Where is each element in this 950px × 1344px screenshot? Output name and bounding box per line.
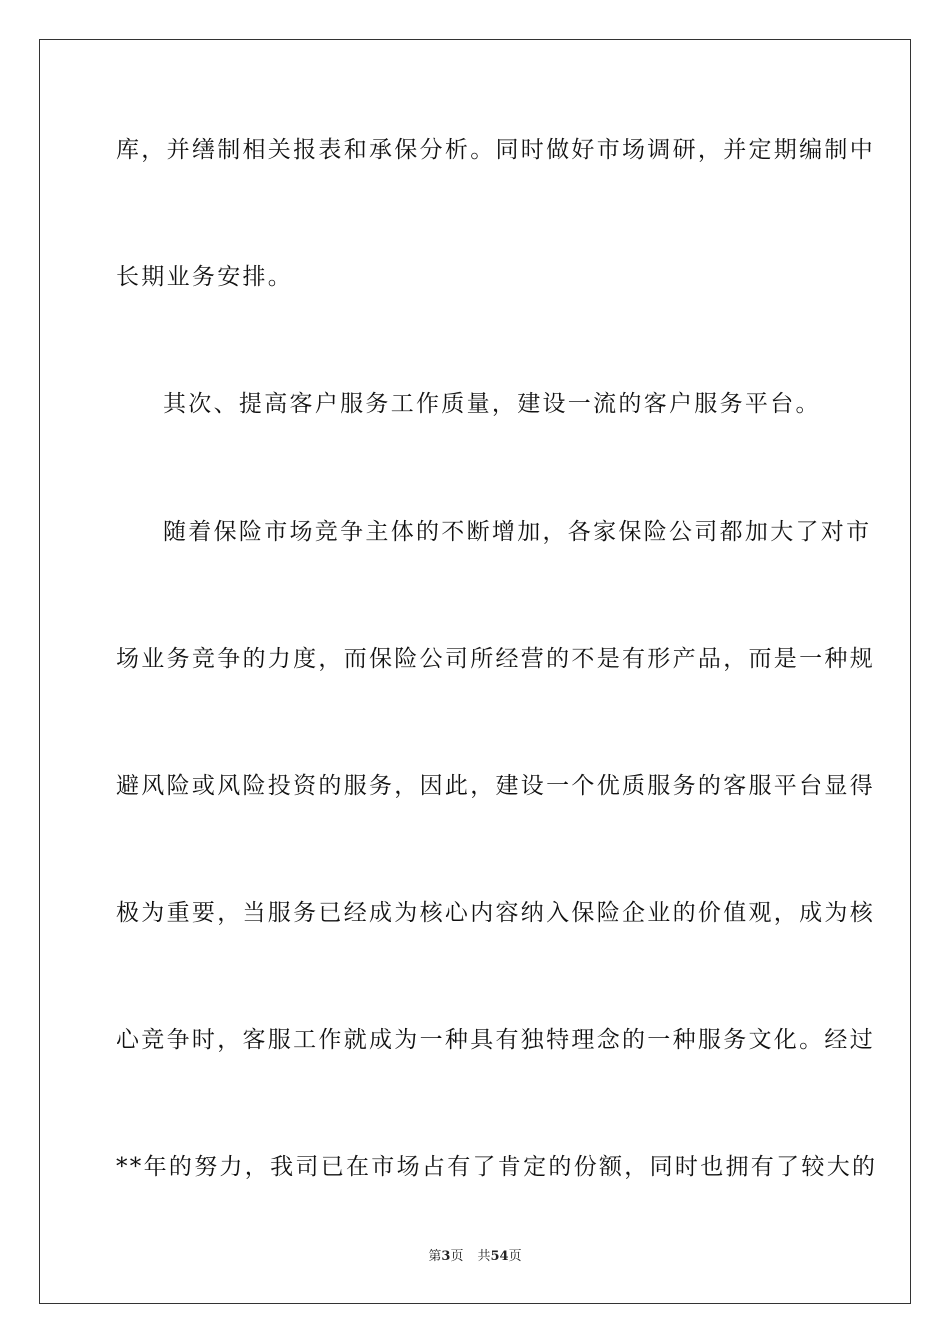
body-line-6: 避风险或风险投资的服务，因此，建设一个优质服务的客服平台显得 <box>116 773 875 799</box>
body-line-8: 心竞争时，客服工作就成为一种具有独特理念的一种服务文化。经过 <box>116 1027 875 1053</box>
page-footer <box>0 1248 950 1266</box>
body-line-9: **年的努力，我司已在市场占有了肯定的份额，同时也拥有了较大的 <box>116 1154 878 1180</box>
footer-total-number: 54 <box>490 1249 509 1264</box>
body-line-1: 库，并缮制相关报表和承保分析。同时做好市场调研，并定期编制中 <box>116 137 875 163</box>
body-line-7: 极为重要，当服务已经成为核心内容纳入保险企业的价值观，成为核 <box>116 900 875 926</box>
body-line-2: 长期业务安排。 <box>116 264 294 290</box>
body-line-4: 随着保险市场竞争主体的不断增加，各家保险公司都加大了对市 <box>163 519 872 545</box>
body-line-5: 场业务竞争的力度，而保险公司所经营的不是有形产品，而是一种规 <box>116 646 875 672</box>
footer-total-prefix: 共 <box>477 1249 491 1264</box>
footer-page-suffix: 页 <box>450 1249 464 1264</box>
footer-total-suffix: 页 <box>508 1249 522 1264</box>
paragraph-heading: 其次、提高客户服务工作质量，建设一流的客户服务平台。 <box>163 391 821 417</box>
footer-page-number: 3 <box>441 1249 451 1264</box>
footer-page-prefix: 第 <box>428 1249 442 1264</box>
